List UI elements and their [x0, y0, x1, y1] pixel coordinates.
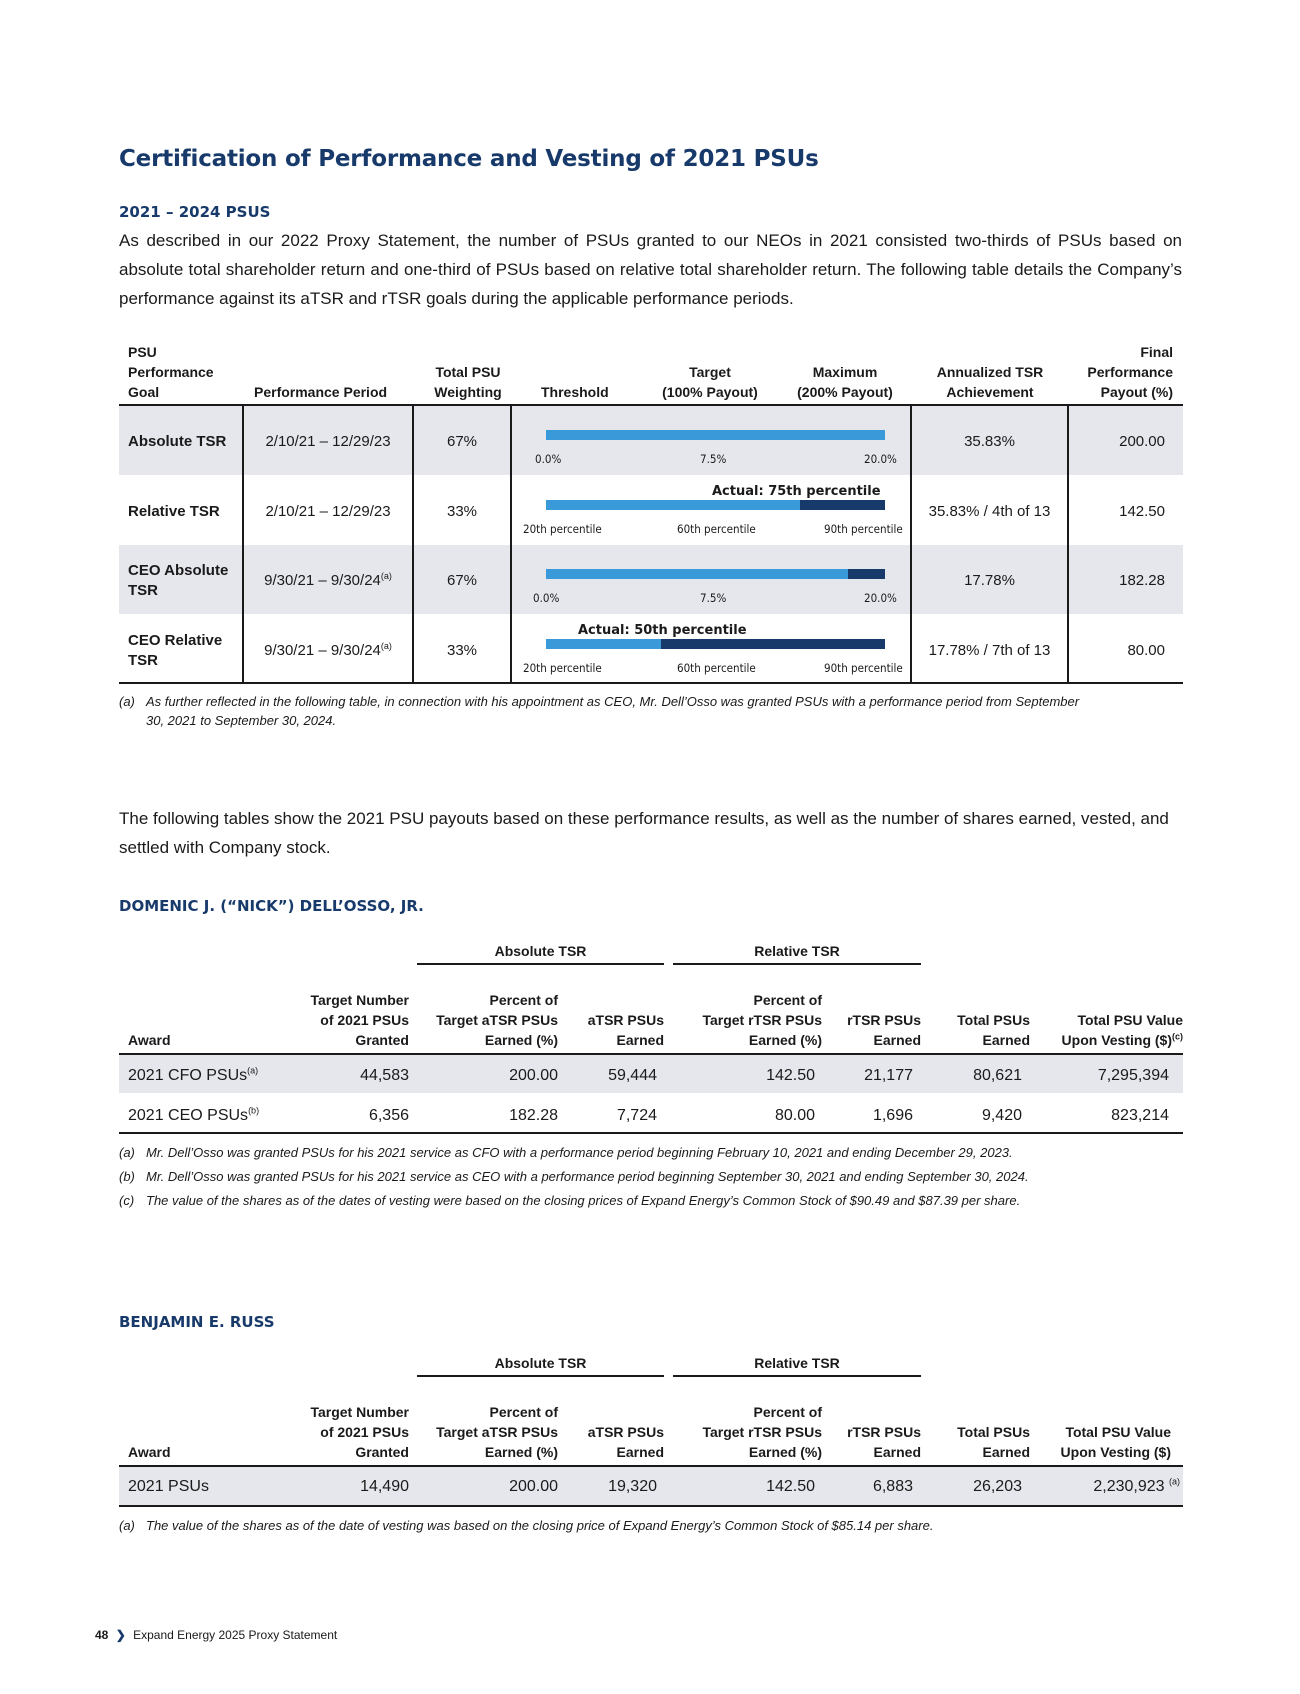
page-title: Certification of Performance and Vesting of 2021 PSUs	[119, 146, 819, 172]
rtsr-cell: 1,696	[872, 1107, 913, 1124]
col-value: Total PSU Value Upon Vesting ($)	[1060, 1424, 1171, 1460]
row-payout: 80.00	[1127, 642, 1165, 659]
col-atsr: aTSR PSUs Earned	[587, 1424, 664, 1460]
row-period: 2/10/21 – 12/29/23	[265, 503, 391, 520]
row-payout: 182.28	[1119, 572, 1165, 589]
row-period: 9/30/21 – 9/30/24$^{(a)}$	[264, 571, 392, 589]
pct-atsr-cell: 200.00	[509, 1478, 558, 1495]
pct-atsr-cell: 200.00	[509, 1067, 558, 1084]
tick-label: 60th percentile	[677, 661, 756, 675]
tick-label: 0.0%	[533, 591, 560, 605]
tick-label: 20.0%	[864, 452, 897, 466]
chevron-right-icon: ❯	[115, 1628, 126, 1642]
total-cell: 9,420	[981, 1107, 1022, 1124]
achievement-bar-light	[546, 500, 800, 510]
row-achievement: 17.78% / 7th of 13	[928, 642, 1051, 659]
row-weighting: 33%	[446, 503, 478, 520]
section-subtitle: 2021 – 2024 PSUS	[119, 203, 271, 221]
col-award: Award	[128, 1032, 171, 1048]
row-period: 2/10/21 – 12/29/23	[265, 433, 391, 450]
group-absolute-tsr: Absolute TSR	[494, 943, 587, 959]
tick-label: 7.5%	[700, 452, 727, 466]
col-pct-rtsr: Percent of Target rTSR PSUs Earned (%)	[702, 992, 822, 1048]
atsr-cell: 7,724	[616, 1107, 657, 1124]
target-cell: 44,583	[360, 1067, 409, 1084]
award-cell: 2021 CFO PSUs$^{(a)}$	[128, 1065, 259, 1084]
target-cell: 14,490	[360, 1478, 409, 1495]
page-footer	[95, 1628, 337, 1642]
col-award: Award	[128, 1444, 171, 1460]
rtsr-cell: 21,177	[864, 1067, 913, 1084]
achievement-bar-light	[546, 639, 661, 649]
row-achievement: 35.83%	[964, 433, 1015, 450]
header-period: Performance Period	[254, 384, 388, 400]
row-weighting: 67%	[446, 572, 478, 589]
header-maximum: Maximum (200% Payout)	[797, 364, 893, 400]
target-cell: 6,356	[368, 1107, 409, 1124]
tick-label: 0.0%	[535, 452, 562, 466]
row-goal: CEO Relative TSR	[128, 632, 223, 669]
page-number: 48	[95, 1628, 109, 1642]
dellosso-name: DOMENIC J. (“NICK”) DELL’OSSO, JR.	[119, 897, 424, 915]
col-total: Total PSUs Earned	[957, 1012, 1030, 1048]
achievement-bar-dark	[661, 639, 885, 649]
row-achievement: 35.83% / 4th of 13	[928, 503, 1051, 520]
col-pct-rtsr: Percent of Target rTSR PSUs Earned (%)	[702, 1404, 822, 1460]
tick-label: 20th percentile	[523, 522, 602, 536]
total-cell: 80,621	[973, 1067, 1022, 1084]
achievement-bar-dark	[848, 569, 885, 579]
value-cell: 7,295,394	[1097, 1067, 1169, 1084]
col-target: Target Number of 2021 PSUs Granted	[310, 992, 409, 1048]
pct-rtsr-cell: 142.50	[766, 1067, 815, 1084]
footer-text: Expand Energy 2025 Proxy Statement	[133, 1628, 338, 1642]
row-weighting: 33%	[446, 642, 478, 659]
row-goal: Relative TSR	[128, 503, 220, 520]
row-weighting: 67%	[446, 433, 478, 450]
tick-label: 90th percentile	[824, 661, 903, 675]
col-atsr: aTSR PSUs Earned	[587, 1012, 664, 1048]
header-payout: Final Performance Payout (%)	[1087, 344, 1173, 400]
tick-label: 20th percentile	[523, 661, 602, 675]
tick-label: 20.0%	[864, 591, 897, 605]
header-goal: PSU Performance Goal	[128, 344, 214, 400]
row-payout: 200.00	[1119, 433, 1165, 450]
actual-label: Actual: 75th percentile	[712, 484, 881, 499]
achievement-bar-light	[546, 569, 848, 579]
russ-name: BENJAMIN E. RUSS	[119, 1313, 275, 1331]
header-threshold: Threshold	[541, 384, 609, 400]
actual-label: Actual: 50th percentile	[578, 623, 747, 638]
header-weighting: Total PSU Weighting	[434, 364, 502, 400]
atsr-cell: 59,444	[608, 1067, 657, 1084]
award-cell: 2021 PSUs	[128, 1478, 209, 1495]
value-cell: 2,230,923 $^{(a)}$	[1093, 1476, 1180, 1495]
achievement-bar-dark	[800, 500, 885, 510]
row-goal: CEO Absolute TSR	[128, 562, 229, 599]
value-cell: 823,214	[1111, 1107, 1169, 1124]
tick-label: 60th percentile	[677, 522, 756, 536]
row-payout: 142.50	[1119, 503, 1165, 520]
col-total: Total PSUs Earned	[957, 1424, 1030, 1460]
row-period: 9/30/21 – 9/30/24$^{(a)}$	[264, 641, 392, 659]
header-achievement: Annualized TSR Achievement	[936, 364, 1044, 400]
pct-rtsr-cell: 142.50	[766, 1478, 815, 1495]
payout-paragraph: The following tables show the 2021 PSU payouts based on these performance results, as well as the number of shares earned, vested, and settled with Company stock.	[119, 809, 1169, 857]
pct-atsr-cell: 182.28	[509, 1107, 558, 1124]
tick-label: 7.5%	[700, 591, 727, 605]
group-absolute-tsr: Absolute TSR	[494, 1355, 587, 1371]
header-target: Target (100% Payout)	[662, 364, 758, 400]
atsr-cell: 19,320	[608, 1478, 657, 1495]
award-cell: 2021 CEO PSUs$^{(b)}$	[128, 1105, 260, 1124]
row-achievement: 17.78%	[964, 572, 1015, 589]
achievement-bar-light	[546, 430, 885, 440]
row-goal: Absolute TSR	[128, 433, 227, 450]
tick-label: 90th percentile	[824, 522, 903, 536]
col-pct-atsr: Percent of Target aTSR PSUs Earned (%)	[436, 1404, 558, 1460]
col-pct-atsr: Percent of Target aTSR PSUs Earned (%)	[436, 992, 558, 1048]
total-cell: 26,203	[973, 1478, 1022, 1495]
col-value: Total PSU Value Upon Vesting ($)$^{(c)}$	[1061, 1012, 1183, 1048]
pct-rtsr-cell: 80.00	[774, 1107, 815, 1124]
col-target: Target Number of 2021 PSUs Granted	[310, 1404, 409, 1460]
col-rtsr: rTSR PSUs Earned	[847, 1012, 921, 1048]
col-rtsr: rTSR PSUs Earned	[847, 1424, 921, 1460]
rtsr-cell: 6,883	[872, 1478, 913, 1495]
group-relative-tsr: Relative TSR	[754, 1355, 840, 1371]
intro-paragraph: As described in our 2022 Proxy Statement, the number of PSUs granted to our NEOs in 2021 consisted two-thirds of PSUs based on absolute total shareholder return and one-third of PSUs based on relative total shareholder return. The following table details the Company’s performance against its aTSR and rTSR goals during the applicable performance periods.	[119, 231, 1182, 308]
group-relative-tsr: Relative TSR	[754, 943, 840, 959]
